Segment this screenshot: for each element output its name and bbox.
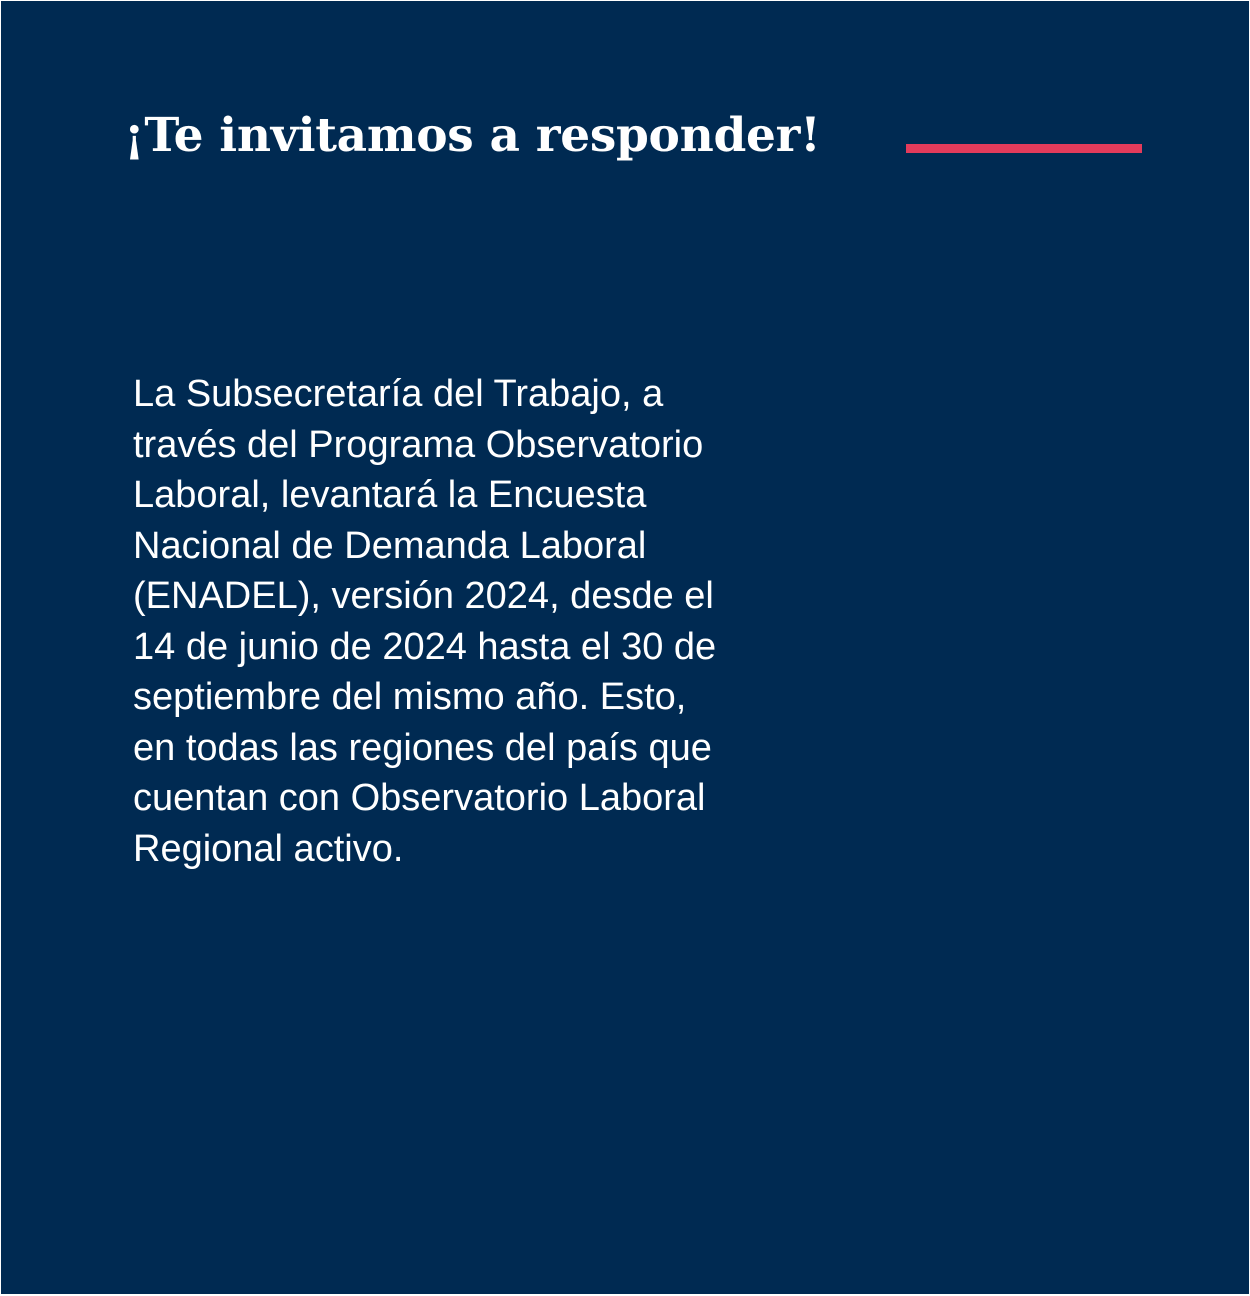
body-line: septiembre del mismo año. Esto, bbox=[133, 676, 687, 718]
body-paragraph bbox=[133, 369, 793, 874]
announcement-card bbox=[1, 1, 1249, 1294]
body-line: Regional activo. bbox=[133, 827, 404, 870]
body-line: Nacional de Demanda Laboral bbox=[133, 524, 647, 567]
body-line: Laboral, levantará la Encuesta bbox=[133, 474, 647, 516]
body-line: cuentan con Observatorio Laboral bbox=[133, 777, 706, 819]
body-line: en todas las regiones del país que bbox=[133, 726, 712, 769]
body-line: (ENADEL), versión 2024, desde el bbox=[133, 575, 714, 617]
body-line: 14 de junio de 2024 hasta el 30 de bbox=[133, 625, 717, 668]
headline: ¡Te invitamos a responder! bbox=[124, 108, 821, 163]
body-line: La Subsecretaría del Trabajo, a bbox=[133, 373, 664, 415]
accent-rule bbox=[906, 144, 1142, 153]
body-line: través del Programa Observatorio bbox=[133, 423, 704, 466]
